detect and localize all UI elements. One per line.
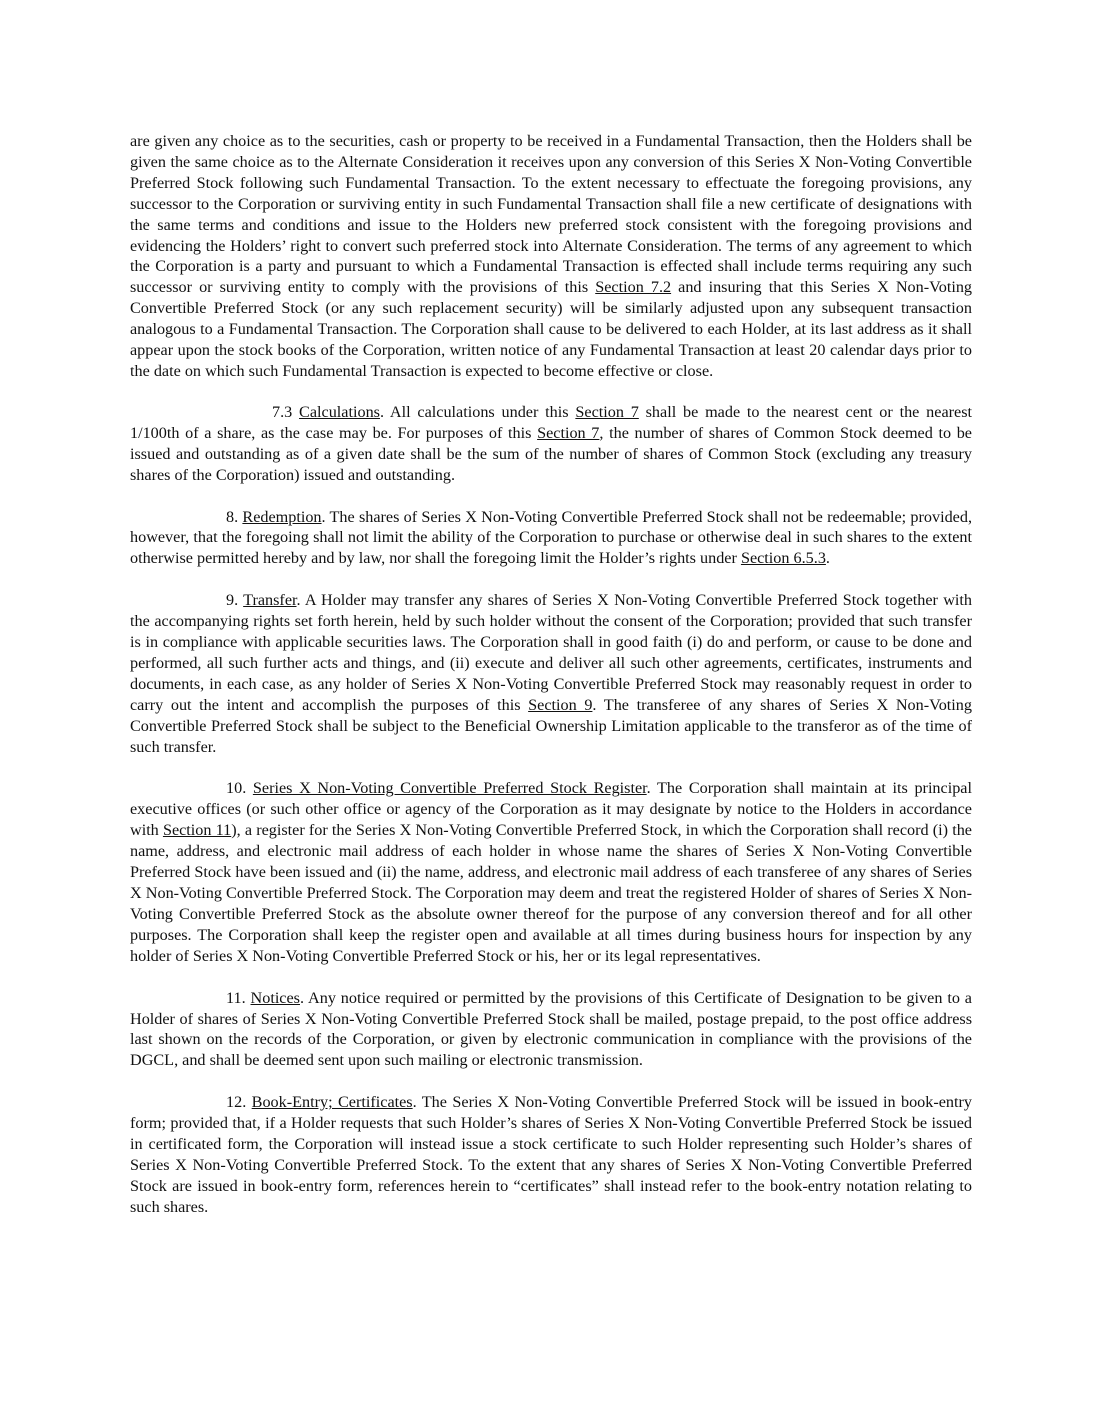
paragraph-11-notices: [130, 988, 972, 1072]
paragraph-text: , the number of shares of Common Stock deemed to be issued and outstanding as of a given date shall be the sum of the number of shares of Common Stock (excluding any treasury shares of the Corporation) issued and outstanding.: [130, 423, 972, 484]
paragraph-text: . The Series X Non-Voting Convertible Preferred Stock will be issued in book-entry form; provided that, if a Holder requests that such Holder’s shares of Series X Non-Voting Convertible Preferred Stock be issued in certificated form, the Corporation will instead issue a stock certificate to such Holder representing such Holder’s shares of Series X Non-Voting Convertible Preferred Stock. To the extent that any shares of Series X Non-Voting Convertible Preferred Stock are issued in book-entry form, references herein to “certificates” shall instead refer to the book-entry notation relating to such shares.: [130, 1093, 973, 1216]
paragraph-text: 8.: [226, 507, 243, 526]
paragraph-10-register: [130, 778, 972, 966]
section-reference: Section 11: [162, 821, 232, 840]
paragraph-text: shall be made to the nearest cent or the nearest 1/100th of a share, as the case may be. For purposes of this: [130, 402, 972, 442]
section-reference: Notices: [250, 988, 300, 1007]
section-reference: Section 7: [537, 423, 600, 442]
paragraph-text: . Any notice required or permitted by the provisions of this Certificate of Designation to be given to a Holder of shares of Series X Non-Voting Convertible Preferred Stock shall be mailed, postage prepaid, to the post office address last shown on the records of the Corporation, or given by electronic communication in compliance with the provisions of the DGCL, and shall be deemed sent upon such mailing or electronic transmission.: [130, 988, 972, 1070]
paragraph-text: 11.: [226, 988, 251, 1007]
paragraph-text: . The shares of Series X Non-Voting Convertible Preferred Stock shall not be redeemable; provided, however, that the foregoing shall not limit the ability of the Corporation to purchase or otherwise deal in such shares to the extent otherwise permitted hereby and by law, nor shall the foregoing limit the Holder’s rights under: [130, 507, 972, 568]
paragraph-text: . All calculations under this: [379, 402, 576, 421]
paragraph-text: .: [825, 549, 830, 568]
paragraph-9-transfer: [130, 590, 972, 757]
paragraph-text: 9.: [226, 591, 244, 610]
section-reference: Redemption: [242, 507, 322, 526]
section-reference: Transfer: [243, 591, 297, 610]
paragraph-text: . A Holder may transfer any shares of Series X Non-Voting Convertible Preferred Stock together with the accompanying rights set forth herein, held by such holder without the consent of the Corporation; provided that such transfer is in compliance with applicable securities laws. The Corporation shall in good faith (i) do and perform, or cause to be done and performed, all such further acts and things, and (ii) execute and deliver all such other agreements, certificates, instruments and documents, in each case, as any holder of Series X Non-Voting Convertible Preferred Stock may reasonably request in order to carry out the intent and accomplish the purposes of this: [130, 591, 972, 714]
section-reference: Section 7.2: [595, 278, 672, 297]
paragraph-text: 10.: [226, 779, 253, 798]
paragraph-text: and insuring that this Series X Non-Voting Convertible Preferred Stock (or any such replacement security) will be similarly adjusted upon any subsequent transaction analogous to a Fundamental Transaction. The Corporation shall cause to be delivered to each Holder, at its last address as it shall appear upon the stock books of the Corporation, written notice of any Fundamental Transaction at least 20 calendar days prior to the date on which such Fundamental Transaction is expected to become effective or close.: [130, 278, 973, 380]
document-page: [130, 131, 972, 1239]
paragraph-text: are given any choice as to the securities, cash or property to be received in a Fundamental Transaction, then the Holders shall be given the same choice as to the Alternate Consideration it receives upon any conversion of this Series X Non-Voting Convertible Preferred Stock following such Fundamental Transaction. To the extent necessary to effectuate the foregoing provisions, any successor to the Corporation or surviving entity in such Fundamental Transaction shall file a new certificate of designations with the same terms and conditions and issue to the Holders new preferred stock consistent with the foregoing provisions and evidencing the Holders’ right to convert such preferred stock into Alternate Consideration. The terms of any agreement to which the Corporation is a party and pursuant to which a Fundamental Transaction is effected shall include terms requiring any such successor or surviving entity to comply with the provisions of this: [130, 132, 972, 297]
paragraph-7-3-calculations: [130, 402, 972, 486]
paragraph-text: 7.3: [272, 402, 300, 421]
section-reference: Book-Entry; Certificates: [251, 1093, 413, 1112]
section-reference: Section 9: [528, 695, 593, 714]
paragraph-12-book-entry: [130, 1092, 972, 1217]
section-reference: Calculations: [299, 402, 380, 421]
paragraph-text: . The transferee of any shares of Series X Non-Voting Convertible Preferred Stock shall be subject to the Beneficial Ownership Limitation applicable to the transferor as of the time of such transfer.: [130, 695, 972, 756]
section-reference: Section 7: [575, 402, 639, 421]
paragraph-text: ), a register for the Series X Non-Voting Convertible Preferred Stock, in which the Corporation shall record (i) the name, address, and electronic mail address of each holder in whose name the shares of Series X Non-Voting Convertible Preferred Stock have been issued and (ii) the name, address, and electronic mail address of each transferee of any shares of Series X Non-Voting Convertible Preferred Stock. The Corporation may deem and treat the registered Holder of shares of Series X Non-Voting Convertible Preferred Stock as the absolute owner thereof for the purpose of any conversion thereof and for all other purposes. The Corporation shall keep the register open and available at all times during business hours for inspection by any holder of Series X Non-Voting Convertible Preferred Stock or his, her or its legal representatives.: [130, 821, 972, 965]
section-reference: Section 6.5.3: [740, 549, 826, 568]
section-reference: Series X Non-Voting Convertible Preferred Stock Register: [252, 779, 647, 798]
paragraph-text: 12.: [226, 1093, 252, 1112]
paragraph-8-redemption: [130, 507, 972, 570]
paragraph-7-2-continued: [130, 131, 972, 382]
paragraph-text: . The Corporation shall maintain at its principal executive offices (or such other office or agency of the Corporation as it may designate by notice to the Holders in accordance with: [130, 779, 972, 840]
